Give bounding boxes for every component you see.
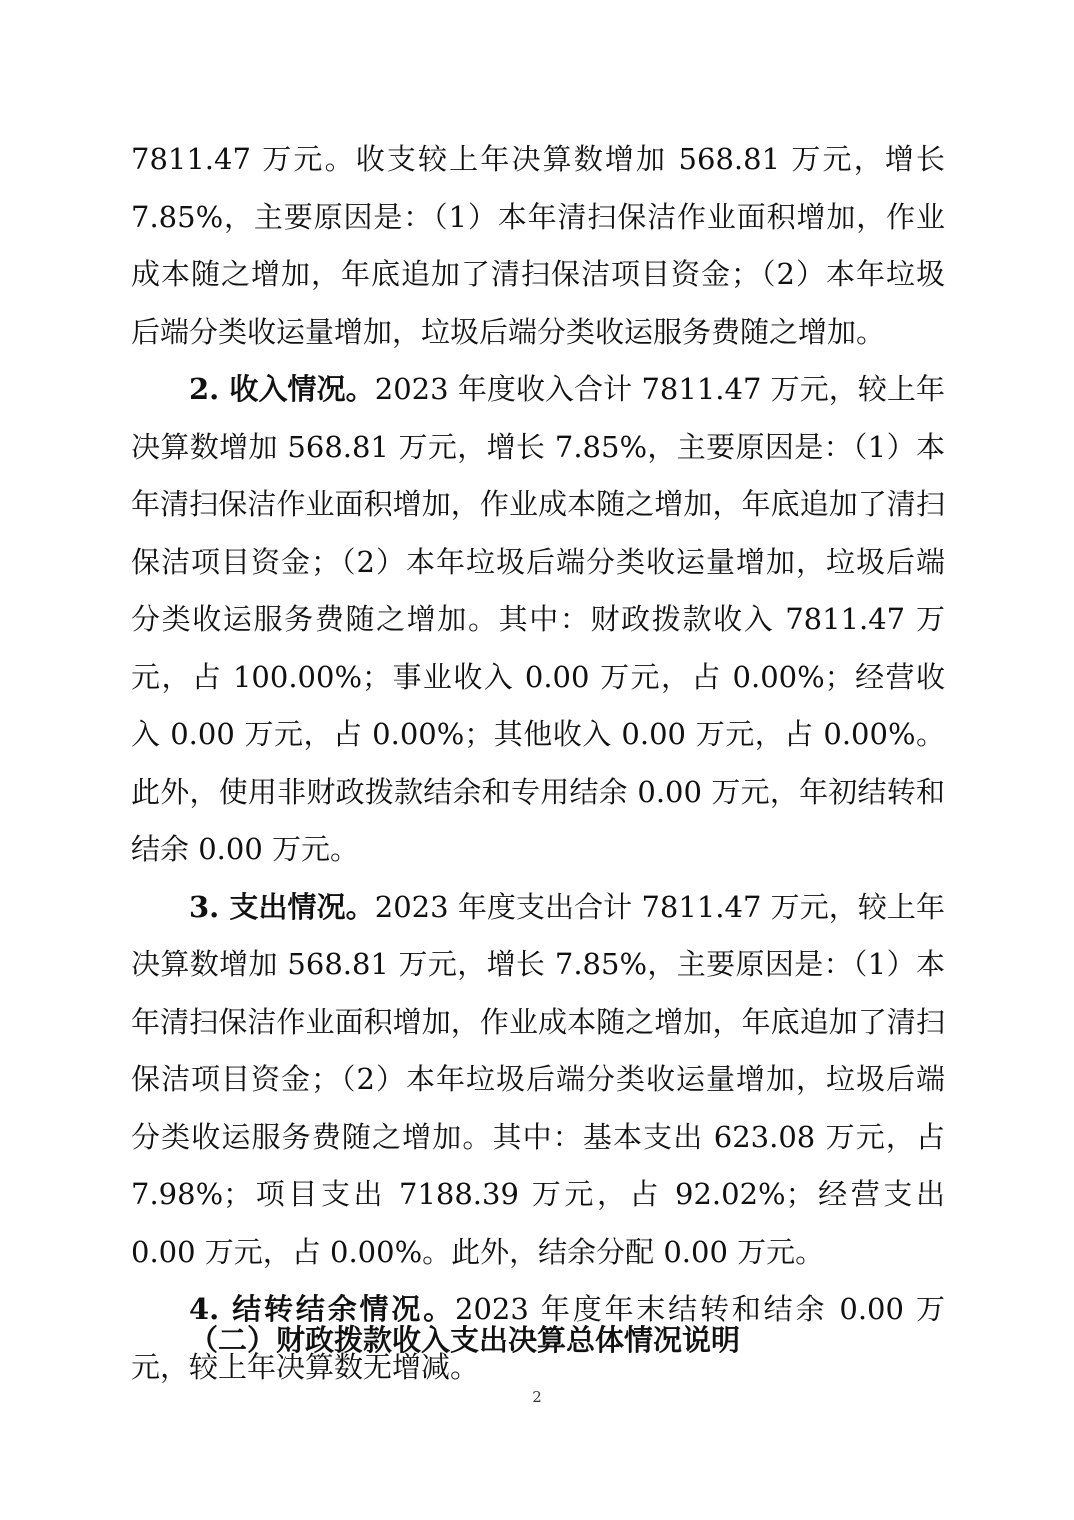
paragraph-summary bbox=[131, 131, 945, 361]
expenditure-text: 2023 年度支出合计 7811.47 万元，较上年决算数增加 568.81 万元，增长 7.85%，主要原因是：（1）本年清扫保洁作业面积增加，作业成本随之增加，年底追加了清扫保洁项目资金；（2）本年垃圾后端分类收运量增加，垃圾后端分类收运服务费随之增加。其中：基本支出 623.08 万元，占 7.98%；项目支出 7188.39 万元，占 92.02%；经营支出 0.00 万元，占 0.00%。此外，结余分配 0.00 万元。 bbox=[131, 889, 945, 1269]
expenditure-heading: 3. 支出情况。 bbox=[189, 889, 375, 924]
paragraph-income bbox=[131, 361, 945, 879]
paragraph-summary-text: 7811.47 万元。收支较上年决算数增加 568.81 万元，增长 7.85%，主要原因是：（1）本年清扫保洁作业面积增加，作业成本随之增加，年底追加了清扫保洁项目资金；（2）本年垃圾后端分类收运量增加，垃圾后端分类收运服务费随之增加。 bbox=[131, 142, 945, 349]
carryover-text: 2023 年度年末结转和结余 0.00 万元，较上年决算数无增减。 bbox=[131, 1292, 946, 1384]
carryover-heading: 4. 结转结余情况。 bbox=[189, 1292, 456, 1326]
paragraph-expenditure bbox=[131, 879, 945, 1282]
document-body bbox=[131, 131, 945, 1396]
section-heading: （二）财政拨款收入支出决算总体情况说明 bbox=[189, 1323, 741, 1357]
income-text: 2023 年度收入合计 7811.47 万元，较上年决算数增加 568.81 万元，增长 7.85%，主要原因是：（1）本年清扫保洁作业面积增加，作业成本随之增加，年底追加了清扫保洁项目资金；（2）本年垃圾后端分类收运量增加，垃圾后端分类收运服务费随之增加。其中：财政拨款收入 7811.47 万元，占 100.00%；事业收入 0.00 万元，占 0.00%；经营收入 0.00 万元，占 0.00%；其他收入 0.00 万元，占 0.00%。此外，使用非财政拨款结余和专用结余 0.00 万元，年初结转和结余 0.00 万元。 bbox=[131, 372, 945, 866]
income-heading: 2. 收入情况。 bbox=[189, 372, 375, 406]
page-number: 2 bbox=[532, 1388, 542, 1406]
